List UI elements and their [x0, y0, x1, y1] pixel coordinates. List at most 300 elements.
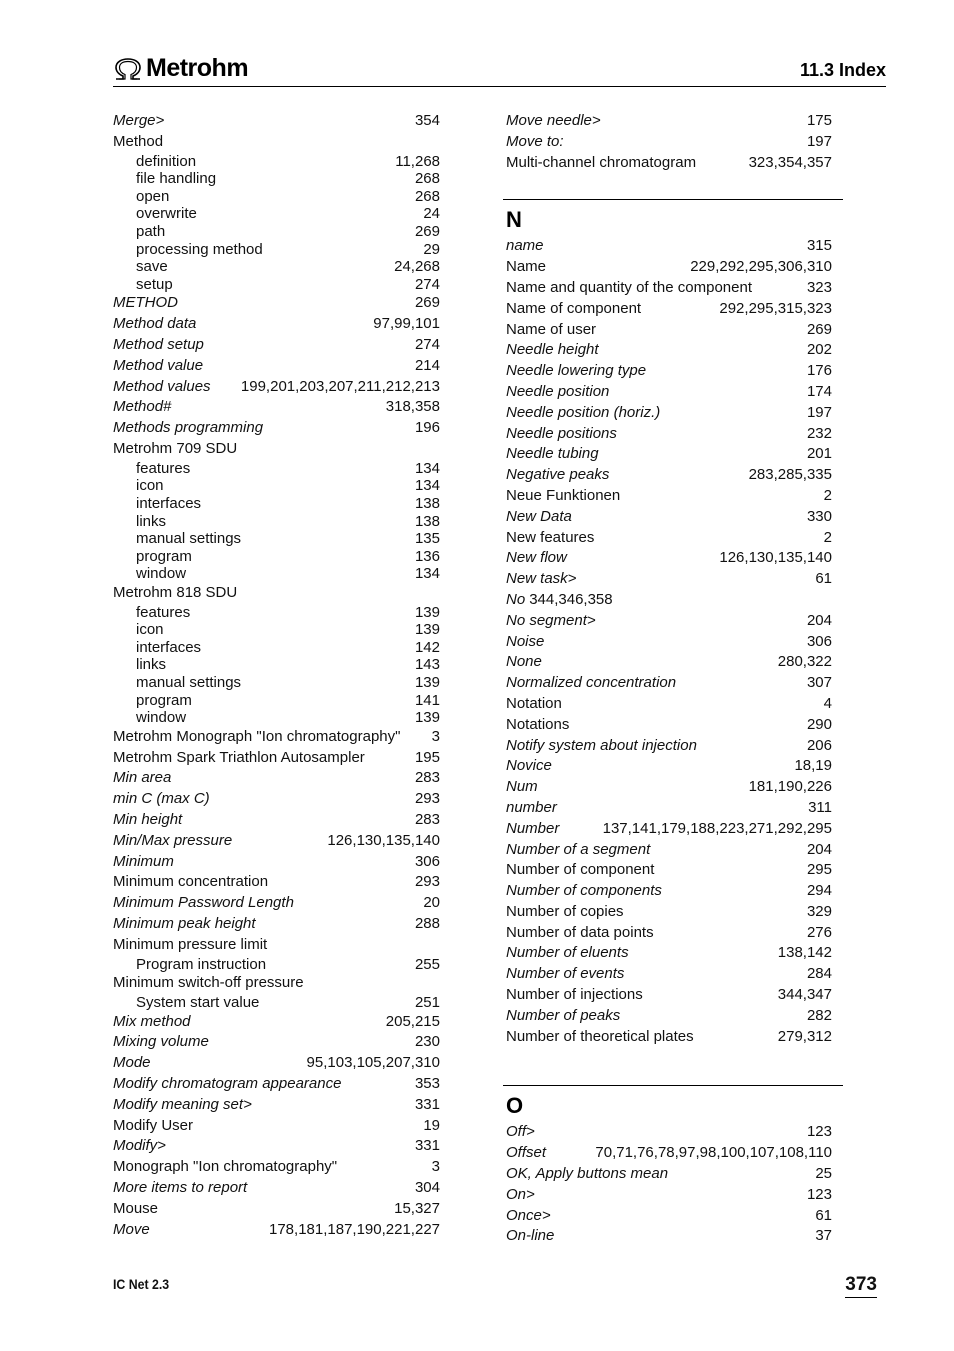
index-term: Mix method: [113, 1012, 191, 1030]
index-entry: [506, 1164, 832, 1185]
page-refs: 25: [815, 1165, 832, 1183]
index-term: overwrite: [136, 205, 197, 223]
index-entry: [506, 444, 832, 465]
letter-section-n: [503, 199, 843, 1047]
index-term: Multi-channel chromatogram: [506, 153, 697, 171]
index-term: More items to report: [113, 1178, 248, 1196]
index-term: Needle lowering type: [506, 362, 647, 380]
index-subentry: [113, 188, 440, 206]
page-refs: 251: [414, 993, 440, 1011]
index-subentry: [113, 205, 440, 223]
index-entry: [113, 1136, 440, 1157]
index-term: interfaces: [136, 494, 202, 512]
page-refs: 290: [806, 715, 832, 733]
page-refs: 139: [414, 603, 440, 621]
page-refs: 4: [823, 694, 832, 712]
page-header: [113, 52, 886, 87]
index-term: Move: [113, 1220, 150, 1238]
index-entry: [113, 356, 440, 377]
index-entry: [506, 881, 832, 902]
page-refs: 139: [414, 674, 440, 692]
page-refs: 269: [414, 222, 440, 240]
page-refs: 330: [806, 507, 832, 525]
page-refs: 311: [808, 798, 832, 816]
page-refs: 136: [414, 547, 440, 565]
page-refs: 19: [423, 1116, 440, 1134]
index-term: Number of copies: [506, 902, 624, 920]
index-term: Number of component: [506, 861, 655, 879]
index-entry: [113, 1053, 440, 1074]
index-entry: [506, 590, 832, 611]
index-term: Number of components: [506, 882, 662, 900]
index-subentry: [113, 604, 440, 622]
index-entry: [506, 985, 832, 1006]
page-refs: 195: [414, 748, 440, 766]
page-refs: 353: [414, 1074, 440, 1092]
index-term: Number of eluents: [506, 944, 629, 962]
index-entry: [113, 852, 440, 873]
index-term: Mouse: [113, 1199, 159, 1217]
index-entry: [113, 935, 440, 956]
index-term: program: [136, 691, 192, 709]
index-term: System start value: [136, 993, 260, 1011]
index-term: New Data: [506, 507, 572, 525]
index-entry: [506, 756, 832, 777]
page-refs: 274: [414, 275, 440, 293]
index-term: Metrohm Spark Triathlon Autosampler: [113, 748, 365, 766]
index-term: Minimum switch-off pressure: [113, 974, 304, 992]
index-term: Methods programming: [113, 419, 264, 437]
index-entry: [506, 236, 832, 257]
index-term: Number of data points: [506, 923, 654, 941]
index-subentry: [113, 621, 440, 639]
index-entry: [506, 548, 832, 569]
index-term: program: [136, 547, 192, 565]
index-entry: [113, 727, 440, 748]
metrohm-logo: [113, 54, 248, 83]
page-refs: 284: [806, 965, 832, 983]
page-refs: 196: [414, 419, 440, 437]
index-subentry: [113, 513, 440, 531]
page-refs: 354: [414, 112, 440, 129]
index-term: Needle position: [506, 382, 610, 400]
page-refs: 134: [414, 477, 440, 495]
index-entry: [506, 1122, 832, 1143]
page-refs: 138,142: [777, 944, 832, 962]
page-refs: 268: [414, 170, 440, 188]
index-entry: [506, 902, 832, 923]
index-subentry: [113, 223, 440, 241]
index-entry: [113, 973, 440, 994]
page-refs: 315: [806, 237, 832, 255]
index-subentry: [113, 639, 440, 657]
index-term: Modify User: [113, 1116, 194, 1134]
index-term: Min area: [113, 769, 172, 787]
index-term: definition: [136, 152, 197, 170]
index-entry: [506, 819, 832, 840]
index-entry: [506, 299, 832, 320]
page-refs: 307: [806, 674, 832, 692]
index-entry: [506, 528, 832, 549]
product-name: IC Net 2.3: [113, 1276, 170, 1292]
index-term: processing method: [136, 240, 263, 258]
index-term: Needle tubing: [506, 445, 599, 463]
index-continuation-m: [506, 111, 832, 173]
index-entry: [113, 1157, 440, 1178]
page-refs: 283: [414, 769, 440, 787]
index-entry: [113, 377, 440, 398]
page-refs: 70,71,76,78,97,98,100,107,108,110: [595, 1144, 832, 1162]
index-entry: [506, 153, 832, 174]
index-term: window: [136, 709, 187, 727]
index-term: Method setup: [113, 335, 204, 353]
page-refs: 3: [431, 1158, 440, 1176]
index-term: New features: [506, 528, 595, 546]
index-term: Method value: [113, 356, 204, 374]
page-refs: 20: [423, 894, 440, 912]
index-term: Normalized concentration: [506, 674, 677, 692]
index-term: Number of theoretical plates: [506, 1027, 694, 1045]
index-term: features: [136, 603, 191, 621]
index-term: Name: [506, 258, 547, 276]
index-entry: [113, 418, 440, 439]
page-refs: 282: [806, 1006, 832, 1024]
index-term: Method#: [113, 398, 172, 416]
index-entry: [113, 810, 440, 831]
index-term: Needle position (horiz.): [506, 403, 661, 421]
index-term: Metrohm 818 SDU: [113, 583, 238, 601]
index-entry: [506, 1143, 832, 1164]
index-entry: [113, 1012, 440, 1033]
page-refs: 323,354,357: [748, 153, 832, 171]
page-refs: 283: [414, 811, 440, 829]
index-entry: [113, 914, 440, 935]
index-term: Minimum Password Length: [113, 894, 294, 912]
index-entry: [113, 748, 440, 769]
index-term: Offset: [506, 1144, 547, 1162]
omega-logo-icon: [113, 57, 143, 81]
page-refs: 229,292,295,306,310: [690, 258, 832, 276]
index-entry: [506, 673, 832, 694]
index-term: New task>: [506, 570, 577, 588]
page-number: 373: [845, 1274, 877, 1298]
page-refs: 126,130,135,140: [327, 831, 440, 849]
index-term: On>: [506, 1185, 535, 1203]
index-entry: [113, 1116, 440, 1137]
page-refs: 288: [414, 915, 440, 932]
page-refs: 95,103,105,207,310: [306, 1054, 440, 1072]
index-entry: [506, 465, 832, 486]
page-refs: 123: [806, 1123, 832, 1141]
index-entry: [506, 257, 832, 278]
index-entry: [506, 1226, 832, 1247]
index-entry: [113, 1074, 440, 1095]
index-term: Metrohm 709 SDU: [113, 439, 238, 457]
index-subentry: [113, 994, 440, 1012]
section-title: 11.3 Index: [799, 60, 886, 80]
index-entry: [506, 132, 832, 153]
index-term: Metrohm Monograph "Ion chromatography": [113, 727, 401, 745]
page-refs: 294: [806, 882, 832, 900]
page-refs: 293: [414, 873, 440, 891]
page-refs: 197: [806, 403, 832, 421]
page-refs: 2: [823, 486, 832, 504]
index-term: Name of component: [506, 299, 642, 317]
page-refs: 176: [806, 362, 832, 380]
index-term: Noise: [506, 632, 545, 650]
page-refs: 138: [414, 512, 440, 530]
index-term: manual settings: [136, 674, 242, 692]
page-refs: 255: [414, 955, 440, 973]
index-entry: [113, 768, 440, 789]
letter-section-o: [503, 1085, 843, 1247]
index-entry: [113, 1199, 440, 1220]
index-entry: [506, 1027, 832, 1048]
index-term: open: [136, 187, 170, 205]
index-term: Num: [506, 778, 538, 796]
index-term: Modify chromatogram appearance: [113, 1074, 342, 1092]
index-entry: [506, 632, 832, 653]
page-refs: 306: [806, 632, 832, 650]
index-entry: [506, 964, 832, 985]
index-term: min C (max C): [113, 790, 210, 808]
page-refs: 280,322: [777, 653, 832, 671]
index-term: METHOD: [113, 294, 178, 312]
index-entry: [113, 1220, 440, 1241]
index-term: OK, Apply buttons mean: [506, 1165, 669, 1183]
index-term: Notations: [506, 715, 570, 733]
index-entry: [506, 715, 832, 736]
page-refs: 97,99,101: [373, 315, 440, 333]
page-refs: 344,347: [777, 986, 832, 1004]
index-entry: [113, 335, 440, 356]
section-letter: O: [506, 1093, 524, 1119]
index-entry: [113, 293, 440, 314]
index-entry: [113, 583, 440, 604]
index-term: file handling: [136, 170, 217, 188]
index-entry: [506, 611, 832, 632]
index-term: Needle height: [506, 341, 599, 359]
index-entry: [506, 320, 832, 341]
page-refs: 206: [806, 736, 832, 754]
index-entry: [113, 831, 440, 852]
page-refs: 331: [414, 1095, 440, 1113]
index-term: setup: [136, 275, 173, 293]
index-entry: [113, 111, 440, 132]
page-refs: 137,141,179,188,223,271,292,295: [602, 819, 832, 837]
page-refs: 269: [806, 320, 832, 338]
index-entry: [113, 872, 440, 893]
page-refs: 293: [414, 790, 440, 808]
index-subentry: [113, 258, 440, 276]
index-subentry: [113, 548, 440, 566]
index-term: interfaces: [136, 638, 202, 656]
page-refs: 304: [414, 1178, 440, 1196]
index-subentry: [113, 674, 440, 692]
index-subentry: [113, 460, 440, 478]
page-refs: 2: [823, 528, 832, 546]
page-refs: 344,346,358: [529, 590, 613, 608]
page-refs: 24: [423, 205, 440, 223]
index-term: Method data: [113, 315, 197, 333]
index-entry: [506, 943, 832, 964]
page-refs: 139: [414, 621, 440, 639]
index-term: Number of events: [506, 965, 625, 983]
index-term: window: [136, 565, 187, 583]
index-term: Off>: [506, 1123, 535, 1141]
index-entry: [506, 923, 832, 944]
index-entry: [506, 382, 832, 403]
index-term: Move needle>: [506, 112, 601, 129]
page-refs: 15,327: [394, 1199, 440, 1217]
index-subentry: [113, 692, 440, 710]
index-term: number: [506, 798, 557, 816]
index-term: Name of user: [506, 320, 597, 338]
index-term: None: [506, 653, 542, 671]
page-refs: 18,19: [794, 757, 832, 775]
index-term: Move to:: [506, 132, 564, 150]
index-term: Minimum concentration: [113, 873, 269, 891]
page-refs: 123: [806, 1185, 832, 1203]
index-term: Name and quantity of the component: [506, 278, 752, 296]
index-entry: [506, 1206, 832, 1227]
index-term: Needle positions: [506, 424, 617, 442]
index-entry: [113, 397, 440, 418]
index-entry: [506, 111, 832, 132]
index-column-left: [113, 111, 440, 1240]
index-subentry: [113, 656, 440, 674]
page-refs: 139: [414, 709, 440, 727]
page-refs: 37: [815, 1227, 832, 1245]
index-entry: [113, 893, 440, 914]
index-subentry: [113, 565, 440, 583]
index-term: Merge>: [113, 112, 165, 129]
page-refs: 274: [414, 335, 440, 353]
page-refs: 323: [806, 278, 832, 296]
section-letter: N: [506, 207, 522, 233]
page-refs: 295: [806, 861, 832, 879]
index-column-right: [506, 111, 832, 1247]
index-entry: [506, 361, 832, 382]
index-term: On-line: [506, 1227, 555, 1245]
index-entry: [113, 789, 440, 810]
index-entry: [113, 1178, 440, 1199]
index-term: save: [136, 258, 168, 276]
page-refs: 204: [806, 611, 832, 629]
index-term: Minimum peak height: [113, 915, 256, 932]
index-subentry: [113, 276, 440, 294]
page-refs: 279,312: [777, 1027, 832, 1045]
page-refs: 292,295,315,323: [719, 299, 832, 317]
index-term: icon: [136, 477, 164, 495]
index-entry: [506, 340, 832, 361]
index-entry: [506, 278, 832, 299]
page-refs: 126,130,135,140: [719, 549, 832, 567]
index-term: Number: [506, 819, 560, 837]
page-refs: 61: [815, 1206, 832, 1224]
index-entry: [506, 652, 832, 673]
index-entry: [506, 1185, 832, 1206]
index-term: Min/Max pressure: [113, 831, 233, 849]
index-term: Min height: [113, 811, 183, 829]
index-subentry: [113, 241, 440, 259]
index-entry: [113, 132, 440, 153]
index-term: Monograph "Ion chromatography": [113, 1158, 338, 1176]
page-refs: 29: [423, 240, 440, 258]
index-subentry: [113, 170, 440, 188]
page-refs: 11,268: [395, 152, 440, 170]
index-subentry: [113, 495, 440, 513]
index-term: Number of injections: [506, 986, 643, 1004]
index-term: icon: [136, 621, 164, 639]
index-entry: [506, 424, 832, 445]
page-refs: 134: [414, 459, 440, 477]
index-term: Method: [113, 132, 164, 150]
index-entry: [506, 694, 832, 715]
page-refs: 205,215: [385, 1012, 440, 1030]
index-term: Minimum pressure limit: [113, 935, 268, 953]
index-term: path: [136, 222, 166, 240]
page-refs: 24,268: [394, 258, 440, 276]
index-entry: [506, 777, 832, 798]
page-refs: 3: [431, 727, 440, 745]
index-term: Once>: [506, 1206, 551, 1224]
page-refs: 61: [815, 570, 832, 588]
index-term: Modify meaning set>: [113, 1095, 252, 1113]
index-entry: [113, 1095, 440, 1116]
index-term: Method values: [113, 377, 211, 395]
index-entry: [506, 403, 832, 424]
page-refs: 138: [414, 494, 440, 512]
index-term: links: [136, 656, 167, 674]
index-entry: [506, 486, 832, 507]
page-refs: 214: [414, 356, 440, 374]
index-term: links: [136, 512, 167, 530]
index-entry: [506, 798, 832, 819]
index-subentry: [113, 153, 440, 171]
index-term: Notify system about injection: [506, 736, 697, 754]
page-refs: 318,358: [385, 398, 440, 416]
page-refs: 268: [414, 187, 440, 205]
index-term: Mode: [113, 1054, 151, 1072]
brand-name: Metrohm: [146, 54, 249, 82]
page-refs: 135: [414, 530, 440, 548]
index-subentry: [113, 709, 440, 727]
index-entry: [506, 736, 832, 757]
index-term: Mixing volume: [113, 1033, 209, 1051]
index-term: Minimum: [113, 852, 174, 870]
page-refs: 329: [806, 902, 832, 920]
page-refs: 230: [414, 1033, 440, 1051]
index-entry: [506, 569, 832, 590]
index-entry: [113, 314, 440, 335]
index-subentry: [113, 530, 440, 548]
index-term: Modify>: [113, 1137, 166, 1155]
page-refs: 181,190,226: [748, 778, 832, 796]
page-refs: 134: [414, 565, 440, 583]
page-refs: 197: [806, 132, 832, 150]
index-term: Number of peaks: [506, 1006, 621, 1024]
index-term: Novice: [506, 757, 552, 775]
index-term: Neue Funktionen: [506, 486, 621, 504]
index-entry: [506, 860, 832, 881]
index-term: name: [506, 237, 544, 255]
index-entry: [506, 1006, 832, 1027]
page-refs: 142: [414, 638, 440, 656]
index-entry: [113, 439, 440, 460]
page-refs: 175: [806, 112, 832, 129]
index-term: Number of a segment: [506, 840, 651, 858]
